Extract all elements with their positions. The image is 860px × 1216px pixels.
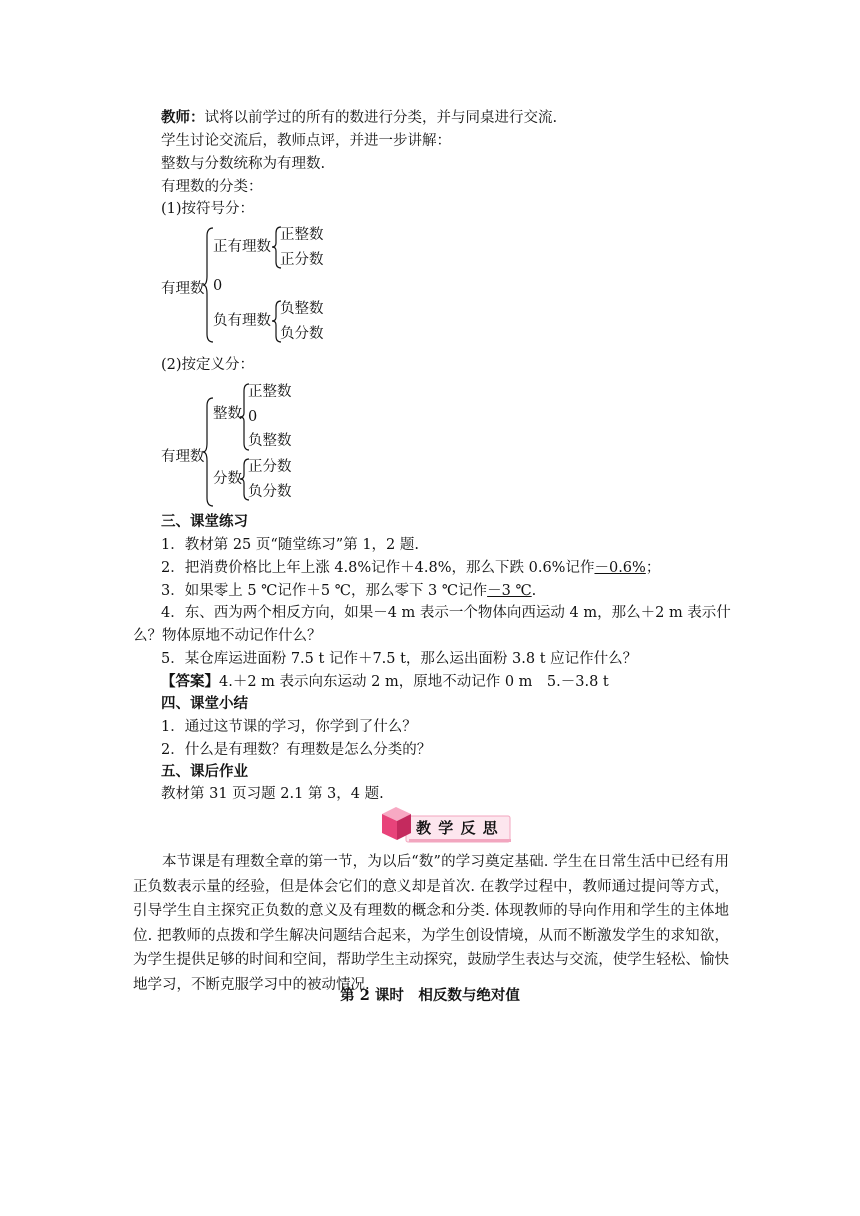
tree2-negative-integer: 负整数 [248, 433, 292, 449]
intro-teacher-line [161, 108, 557, 128]
tree2-fraction: 分数 [213, 471, 242, 487]
summary-q2: 2．什么是有理数？有理数是怎么分类的？ [161, 742, 432, 758]
practice-q2-end: ； [645, 560, 661, 576]
tree2-integer: 整数 [213, 406, 242, 422]
answer-label: 【答案】 [161, 673, 219, 690]
tree2-negative-fraction: 负分数 [248, 484, 292, 500]
tree1-negative: 负有理数 [213, 313, 271, 329]
reflection-badge-text: 教 学 反 思 [416, 819, 499, 837]
intro-line-4: 有理数的分类： [161, 179, 263, 195]
tree1-positive-fraction: 正分数 [280, 252, 324, 268]
practice-heading: 三、课堂练习 [161, 513, 248, 530]
tree2-positive-fraction: 正分数 [248, 459, 292, 475]
summary-q1: 1．通过这节课的学习，你学到了什么？ [161, 719, 417, 735]
practice-q5: 5．某仓库运进面粉 7.5 t 记作＋7.5 t，那么运出面粉 3.8 t 应记作什么？ [161, 651, 638, 667]
reflection-paragraph: 本节课是有理数全章的第一节，为以后“数”的学习奠定基础. 学生在日常生活中已经有用正负数表示量的经验，但是体会它们的意义却是首次. 在教学过程中，教师通过提问等方式，引导学生自主探究正负数的意义及有理数的概念和分类. 体现教师的导向作用和学生的主体地位. 把教师的点拨和学生解决问题结合起来，为学生创设情境，从而不断激发学生的求知欲，为学生提供足够的时间和空间，帮助学生主动探究，鼓励学生表达与交流，使学生轻松、愉快地学习，不断克服学习中的被动情况. [133, 854, 729, 993]
class-by-def-heading: (2)按定义分： [161, 357, 255, 373]
tree1-zero: 0 [213, 278, 223, 294]
class-by-sign-heading: (1)按符号分： [161, 201, 255, 217]
practice-q4-line1: 4．东、西为两个相反方向，如果－4 m 表示一个物体向西运动 4 m，那么＋2 m 表示什 [161, 605, 731, 621]
tree2-positive-integer: 正整数 [248, 384, 292, 400]
tree1-negative-fraction: 负分数 [280, 326, 324, 342]
tree1-negative-integer: 负整数 [280, 301, 324, 317]
tree1-root: 有理数 [161, 281, 205, 297]
tree1-positive-integer: 正整数 [280, 227, 324, 243]
practice-q3-text: 3．如果零上 5 ℃记作＋5 ℃，那么零下 3 ℃记作 [161, 583, 488, 599]
teacher-text: 试将以前学过的所有的数进行分类，并与同桌进行交流. [204, 110, 558, 126]
homework-text: 教材第 31 页习题 2.1 第 3，4 题. [161, 786, 384, 802]
practice-q4-line2: 么？物体原地不动记作什么？ [133, 628, 322, 644]
practice-q1: 1．教材第 25 页“随堂练习”第 1，2 题. [161, 537, 419, 553]
practice-q3-answer: －3 ℃ [487, 583, 532, 599]
summary-heading: 四、课堂小结 [161, 695, 248, 712]
next-section-title: 第 2 课时 相反数与绝对值 [340, 987, 520, 1004]
tree1-positive: 正有理数 [213, 239, 271, 255]
answer-text: 4.＋2 m 表示向东运动 2 m，原地不动记作 0 m 5.－3.8 t [219, 674, 609, 690]
practice-q3 [161, 581, 536, 601]
homework-heading: 五、课后作业 [161, 763, 248, 780]
reflection-badge [378, 804, 514, 844]
practice-q2 [161, 558, 660, 578]
practice-q2-text: 2．把消费价格比上年上涨 4.8%记作＋4.8%，那么下跌 0.6%记作 [161, 560, 595, 576]
intro-line-3: 整数与分数统称为有理数. [161, 156, 326, 172]
tree2-zero: 0 [248, 409, 258, 425]
practice-q2-answer: －0.6% [594, 560, 646, 576]
tree2-root: 有理数 [161, 449, 205, 465]
practice-answer [161, 672, 609, 692]
intro-line-2: 学生讨论交流后，教师点评，并进一步讲解： [161, 133, 451, 149]
practice-q3-end: . [531, 583, 537, 599]
teacher-label: 教师： [161, 109, 205, 126]
